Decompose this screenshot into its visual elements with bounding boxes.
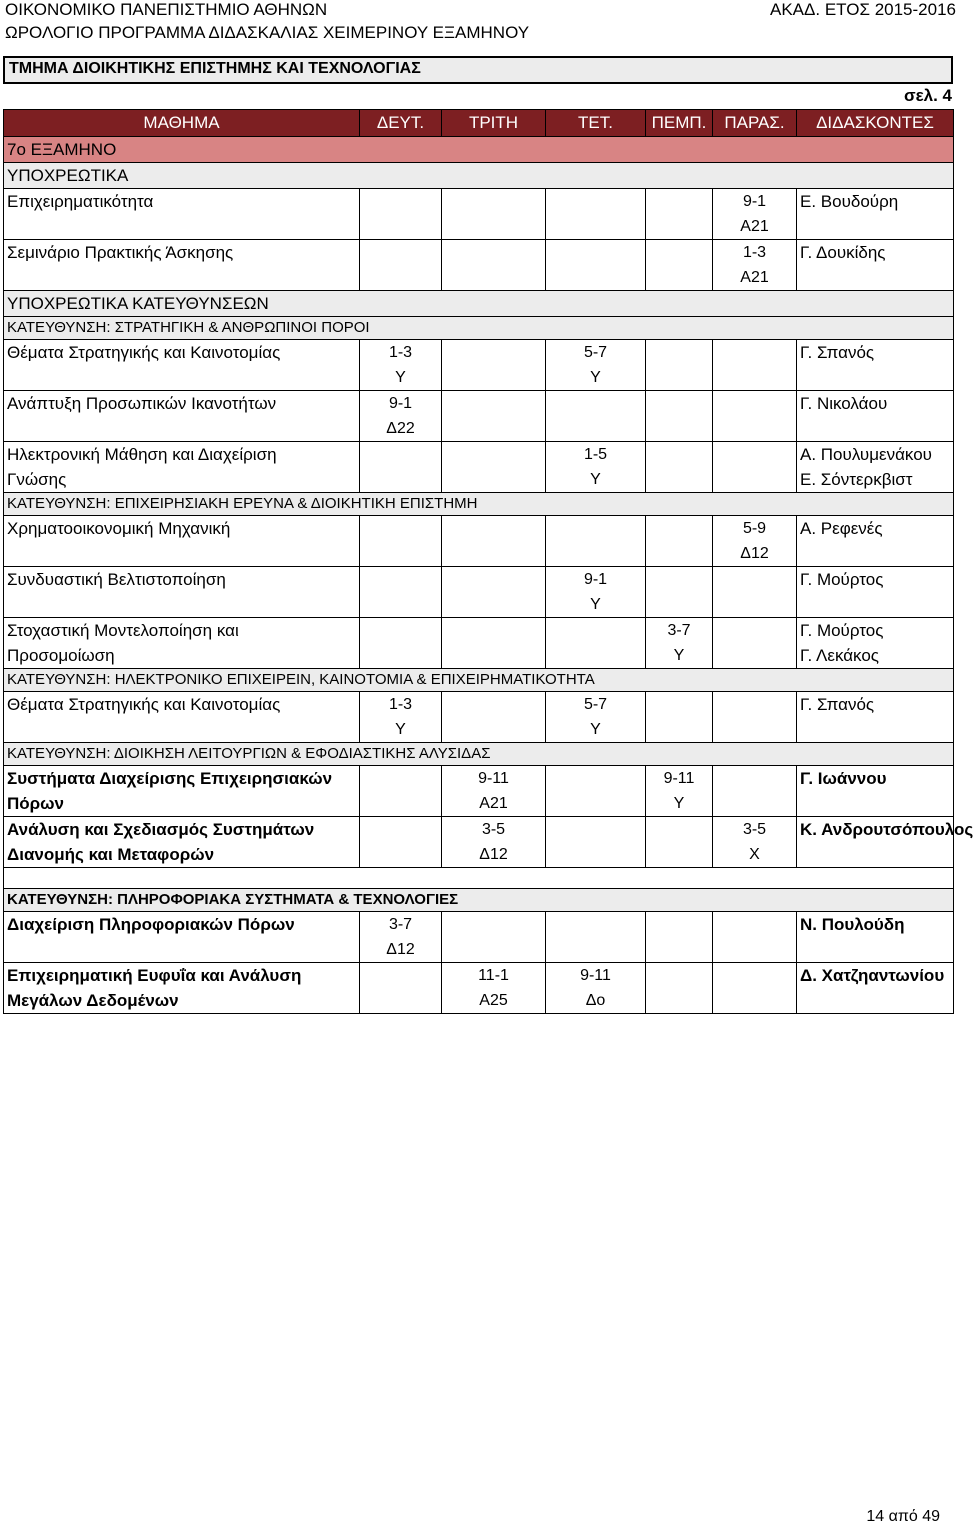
university-name: ΟΙΚΟΝΟΜΙΚΟ ΠΑΝΕΠΙΣΤΗΜΙΟ ΑΘΗΝΩΝ xyxy=(5,0,328,19)
table-row xyxy=(4,240,954,291)
course-name: Ανάλυση και Σχεδιασμός Συστημάτων Διανομής και Μεταφορών xyxy=(4,817,360,868)
slot-friday: 1-3 Α21 xyxy=(713,240,797,291)
slot-tuesday: 9-11 Α21 xyxy=(442,766,546,817)
course-name: Θέματα Στρατηγικής και Καινοτομίας xyxy=(4,692,360,743)
course-name: Συστήματα Διαχείρισης Επιχειρησιακών Πόρων xyxy=(4,766,360,817)
schedule-title: ΩΡΟΛΟΓΙΟ ΠΡΟΓΡΑΜΜΑ ΔΙΔΑΣΚΑΛΙΑΣ ΧΕΙΜΕΡΙΝΟΥ ΕΞΑΜΗΝΟΥ xyxy=(5,23,530,42)
page-number: 14 από 49 xyxy=(866,1508,940,1525)
slot-wednesday: 9-11 Δο xyxy=(546,963,646,1014)
course-name: Επιχειρηματική Ευφυΐα και Ανάλυση Μεγάλων Δεδομένων xyxy=(4,963,360,1014)
teacher: Γ. Σπανός xyxy=(797,340,954,391)
slot-thursday: 3-7 Υ xyxy=(646,618,713,669)
slot-wednesday: 1-5 Υ xyxy=(546,442,646,493)
teacher: Γ. Ιωάννου xyxy=(797,766,954,817)
direction-row xyxy=(4,317,954,340)
spacer-row xyxy=(4,868,954,889)
table-row xyxy=(4,567,954,618)
table-row xyxy=(4,391,954,442)
direction-label: ΚΑΤΕΥΘΥΝΣΗ: ΕΠΙΧΕΙΡΗΣΙΑΚΗ ΕΡΕΥΝΑ & ΔΙΟΙΚΗΤΙΚΗ ΕΠΙΣΤΗΜΗ xyxy=(4,493,954,516)
slot-tuesday: 3-5 Δ12 xyxy=(442,817,546,868)
direction-row xyxy=(4,889,954,912)
col-teachers: ΔΙΔΑΣΚΟΝΤΕΣ xyxy=(797,110,954,137)
teacher: Κ. Ανδρουτσόπουλος xyxy=(797,817,954,868)
col-friday: ΠΑΡΑΣ. xyxy=(713,110,797,137)
table-row xyxy=(4,442,954,493)
slot-thursday: 9-11 Υ xyxy=(646,766,713,817)
teacher: Γ. Νικολάου xyxy=(797,391,954,442)
section-mandatory-directions: ΥΠΟΧΡΕΩΤΙΚΑ ΚΑΤΕΥΘΥΝΣΕΩΝ xyxy=(4,291,954,317)
course-name: Χρηματοοικονομική Μηχανική xyxy=(4,516,360,567)
slot-wednesday: 5-7 Υ xyxy=(546,692,646,743)
slot-monday: 1-3 Υ xyxy=(360,340,442,391)
teacher: Α. Ρεφενές xyxy=(797,516,954,567)
table-row xyxy=(4,618,954,669)
teacher: Γ. Σπανός xyxy=(797,692,954,743)
slot-friday: 9-1 Α21 xyxy=(713,189,797,240)
table-row xyxy=(4,766,954,817)
direction-row xyxy=(4,669,954,692)
table-row xyxy=(4,817,954,868)
col-course: ΜΑΘΗΜΑ xyxy=(4,110,360,137)
teacher: Γ. Μούρτος Γ. Λεκάκος xyxy=(797,618,954,669)
semester-row xyxy=(4,137,954,163)
teacher: Ν. Πουλούδη xyxy=(797,912,954,963)
department-title: ΤΜΗΜΑ ΔΙΟΙΚΗΤΙΚΗΣ ΕΠΙΣΤΗΜΗΣ ΚΑΙ ΤΕΧΝΟΛΟΓΙΑΣ xyxy=(3,56,953,84)
slot-monday: 3-7 Δ12 xyxy=(360,912,442,963)
direction-label: ΚΑΤΕΥΘΥΝΣΗ: ΣΤΡΑΤΗΓΙΚΗ & ΑΝΘΡΩΠΙΝΟΙ ΠΟΡΟΙ xyxy=(4,317,954,340)
col-monday: ΔΕΥΤ. xyxy=(360,110,442,137)
col-wednesday: ΤΕΤ. xyxy=(546,110,646,137)
direction-label: ΚΑΤΕΥΘΥΝΣΗ: ΠΛΗΡΟΦΟΡΙΑΚΑ ΣΥΣΤΗΜΑΤΑ & ΤΕΧΝΟΛΟΓΙΕΣ xyxy=(4,889,954,912)
academic-year: ΑΚΑΔ. ΕΤΟΣ 2015-2016 xyxy=(770,0,956,19)
table-row xyxy=(4,516,954,567)
slot-tuesday: 11-1 Α25 xyxy=(442,963,546,1014)
teacher: Γ. Δουκίδης xyxy=(797,240,954,291)
course-name: Στοχαστική Μοντελοποίηση και Προσομοίωση xyxy=(4,618,360,669)
slot-wednesday: 9-1 Υ xyxy=(546,567,646,618)
slot-monday: 9-1 Δ22 xyxy=(360,391,442,442)
page-label: σελ. 4 xyxy=(903,86,952,105)
teacher: Δ. Χατζηαντωνίου xyxy=(797,963,954,1014)
course-name: Ηλεκτρονική Μάθηση και Διαχείριση Γνώσης xyxy=(4,442,360,493)
table-row xyxy=(4,340,954,391)
course-name: Σεμινάριο Πρακτικής Άσκησης xyxy=(4,240,360,291)
teacher: Ε. Βουδούρη xyxy=(797,189,954,240)
course-name: Επιχειρηματικότητα xyxy=(4,189,360,240)
section-row xyxy=(4,163,954,189)
schedule-table xyxy=(3,109,973,1014)
direction-row xyxy=(4,743,954,766)
col-tuesday: ΤΡΙΤΗ xyxy=(442,110,546,137)
course-name: Συνδυαστική Βελτιστοποίηση xyxy=(4,567,360,618)
table-row xyxy=(4,692,954,743)
course-name: Διαχείριση Πληροφοριακών Πόρων xyxy=(4,912,360,963)
slot-wednesday: 5-7 Υ xyxy=(546,340,646,391)
course-name: Ανάπτυξη Προσωπικών Ικανοτήτων xyxy=(4,391,360,442)
section-mandatory: ΥΠΟΧΡΕΩΤΙΚΑ xyxy=(4,163,954,189)
slot-friday: 3-5 Χ xyxy=(713,817,797,868)
semester-label: 7ο ΕΞΑΜΗΝΟ xyxy=(4,137,954,163)
course-name: Θέματα Στρατηγικής και Καινοτομίας xyxy=(4,340,360,391)
table-row xyxy=(4,963,954,1014)
table-header-row xyxy=(4,110,954,137)
slot-monday: 1-3 Υ xyxy=(360,692,442,743)
direction-label: ΚΑΤΕΥΘΥΝΣΗ: ΗΛΕΚΤΡΟΝΙΚΟ ΕΠΙΧΕΙΡΕΙΝ, ΚΑΙΝΟΤΟΜΙΑ & ΕΠΙΧΕΙΡΗΜΑΤΙΚΟΤΗΤΑ xyxy=(4,669,954,692)
section-row xyxy=(4,291,954,317)
col-thursday: ΠΕΜΠ. xyxy=(646,110,713,137)
direction-label: ΚΑΤΕΥΘΥΝΣΗ: ΔΙΟΙΚΗΣΗ ΛΕΙΤΟΥΡΓΙΩΝ & ΕΦΟΔΙΑΣΤΙΚΗΣ ΑΛΥΣΙΔΑΣ xyxy=(4,743,954,766)
direction-row xyxy=(4,493,954,516)
teacher: Γ. Μούρτος xyxy=(797,567,954,618)
table-row xyxy=(4,912,954,963)
table-row xyxy=(4,189,954,240)
slot-friday: 5-9 Δ12 xyxy=(713,516,797,567)
teacher: Α. Πουλυμενάκου Ε. Σόντερκβιστ xyxy=(797,442,954,493)
